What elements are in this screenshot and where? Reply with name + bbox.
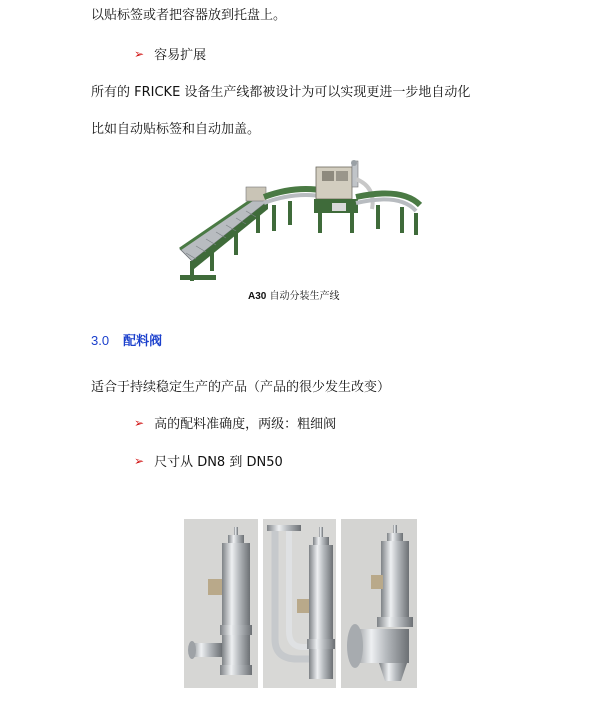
- caption-model: A30: [248, 291, 267, 302]
- arrow-right-icon: ➢: [134, 415, 145, 430]
- section-title: 配料阀: [123, 334, 163, 349]
- production-line-photo: [176, 157, 424, 285]
- paragraph-line-3: 比如自动贴标签和自动加盖。: [91, 122, 261, 137]
- paragraph-line-4: 适合于持续稳定生产的产品（产品的很少发生改变）: [91, 380, 391, 395]
- valve-photo-2: [263, 519, 336, 688]
- bullet-size: [134, 451, 283, 470]
- valve-photo-1: [184, 519, 258, 688]
- bullet-label: 尺寸从 DN8 到 DN50: [154, 455, 283, 470]
- arrow-right-icon: ➢: [134, 453, 145, 468]
- paragraph-line-1: 以贴标签或者把容器放到托盘上。: [91, 8, 287, 23]
- bullet-label: 容易扩展: [154, 48, 207, 63]
- figure-caption: [248, 287, 340, 302]
- valve-photo-3: [341, 519, 417, 688]
- paragraph-line-2: 所有的 FRICKE 设备生产线都被设计为可以实现更进一步地自动化: [91, 85, 471, 100]
- bullet-easy-extension: [134, 44, 206, 63]
- section-number: 3.0: [91, 333, 110, 348]
- caption-text: 自动分装生产线: [266, 291, 340, 302]
- bullet-label: 高的配料准确度，两级：粗细阀: [154, 417, 337, 432]
- arrow-right-icon: ➢: [134, 46, 145, 61]
- bullet-accuracy: [134, 413, 336, 432]
- section-heading: [91, 330, 162, 349]
